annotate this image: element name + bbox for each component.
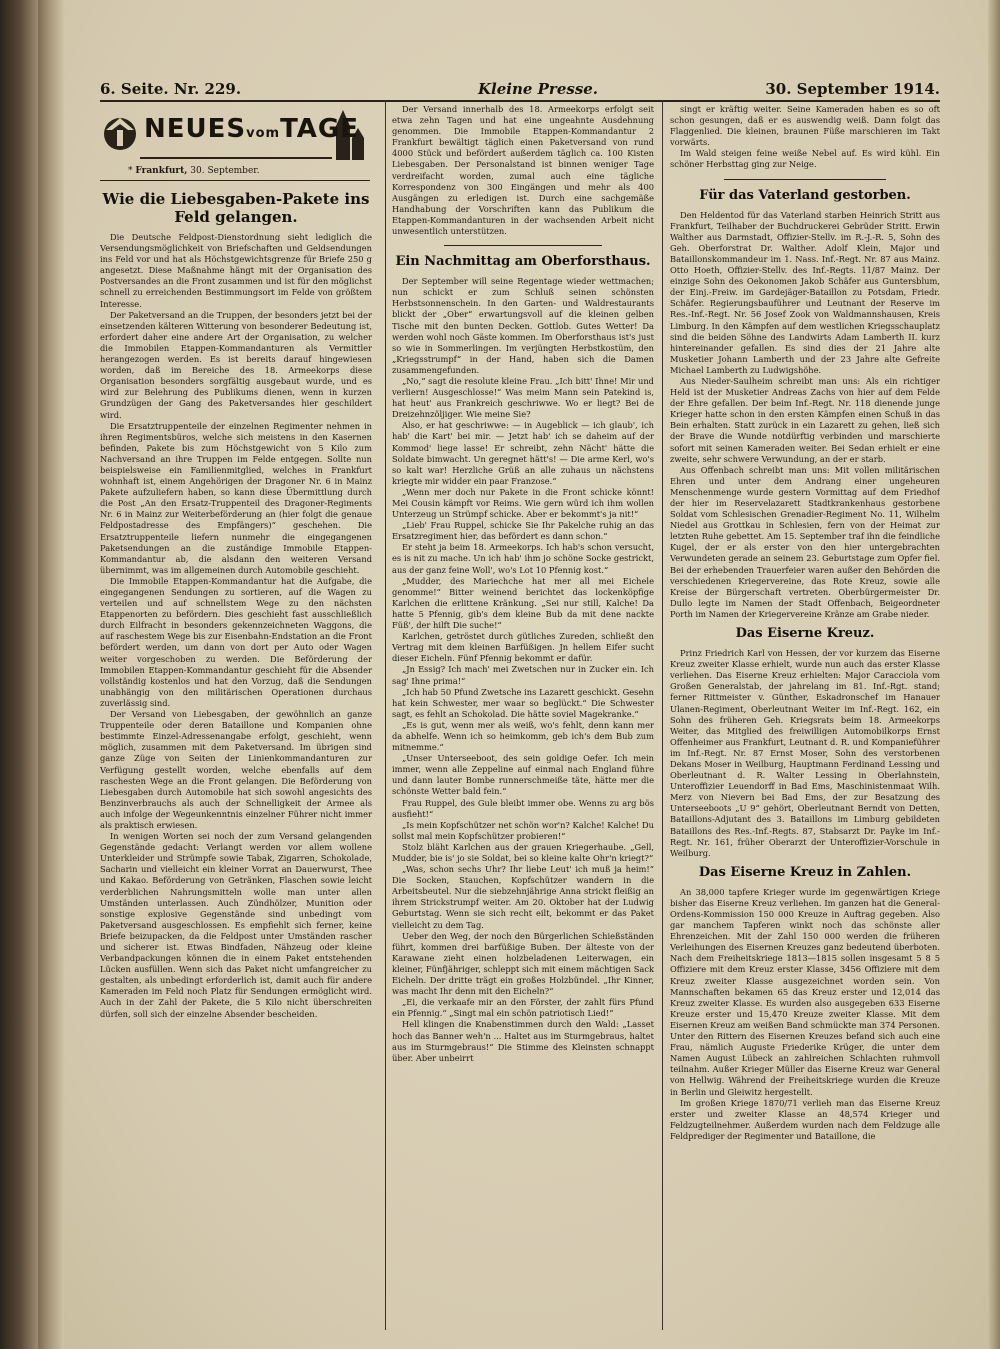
- masthead-word-vom: vom: [246, 126, 281, 141]
- column-1: [100, 184, 372, 1334]
- paragraph: Frau Ruppel, des Gule bleibt immer obe. Wenns zu arg bös ausfieht!“: [392, 797, 654, 819]
- paragraph: Stolz bläht Karlchen aus der grauen Kriegerhaube. „Gell, Mudder, bie is' jo sie Soldat, bei so kleine kalte Ohr'n kriegt?“: [392, 841, 654, 863]
- column-3: [670, 104, 940, 1330]
- masthead-rule: [100, 180, 370, 181]
- paragraph: „Mudder, des Mariechche hat mer all mei Eichele genomme!“ Bitter weinend berichtet das lockenköpfige Karlchen die erlittene Kränkung. „Sei nur still, Kalche! Da hatte 5 Pfennig, gib's dem kleine Bub da mit dene nackte Füß', der hilft Die suche!“: [392, 575, 654, 631]
- dateline-date: 30. September.: [190, 166, 260, 176]
- paragraph: Die Immobile Etappen-Kommandantur hat die Aufgabe, die eingegangenen Sendungen zu sortieren, auf die Wagen zu verteilen und auf schnellstem Wege zu den nächsten Etappenorten zu befördern. Dies geschieht fast ausschließlich durch Eilfracht in besonders gekennzeichneten Waggons, die auf raschestem Wege bis zur Eisenbahn-Endstation an die Front befördert werden, um dann von dort per Auto oder Wagen weiter vorgeschoben zu werden. Die Beförderung der Immobilen Etappen-Kommandantur geschieht für die Absender vollständig kostenlos und hat den Vorzug, daß die Sendungen unabhängig von den militärischen Operationen durchaus zuverlässig sind.: [100, 575, 372, 708]
- paragraph: „Ei, die verkaafe mir an den Förster, der zahlt fürs Pfund ein Pfennig.“ „Singt mal ein schön patriotisch Lied!“: [392, 997, 654, 1019]
- paragraph: Prinz Friedrich Karl von Hessen, der vor kurzem das Eiserne Kreuz zweiter Klasse erhielt, wurde nun auch das erster Klasse verliehen. Das Eiserne Kreuz erhielten: Major Caracciola vom Großen Generalstab, der jahrelang im 81. Inf.-Rgt. stand; ferner Rittmeister v. Günther, Eskadronschef im Hanauer Ulanen-Regiment, Oberleutnant Weiter im Inf.-Regt. 162, ein Sohn des früheren Geh. Kriegsrats beim 18. Armeekorps Weiter, das Mitglied des freiwilligen Automobilkorps Ernst Offenheimer aus Frankfurt, Leutnant d. R. und Kompanieführer im Inf.-Regt. Nr. 87 Ernst Moser, Sohn des verstorbenen Dekans Moser in Weilburg, Hauptmann Ferdinand Lessing und Oberleutnant d. R. Walter Lessing in Oberlahnstein, Unteroffizier Leuendorff in Bad Ems, Maschinistenmaat Wilh. Merz von Nievern bei Bad Ems, der zur Besatzung des Unterseeboots „U 9“ gehört, Oberleutnant Berndt von Detten, Bataillons-Adjutant des 3. Bataillons im Limburg gebildeten Bataillons des Res.-Inf.-Regts. 87, Stabsarzt Dr. Payke im Inf.-Regt. Nr. 161, früher Oberarzt der Unteroffizier-Vorschule in Weilburg.: [670, 648, 940, 858]
- article-headline-eiserne-kreuz: Das Eiserne Kreuz.: [735, 626, 875, 642]
- article-headline-kreuz-zahlen: Das Eiserne Kreuz in Zahlen.: [698, 864, 912, 880]
- paragraph: „Wenn mer doch nur Pakete in die Front schicke könnt! Mei Cousin kämpft vor Reims. Wie gern würd ich ihm wollen Unterzeug un Strümpf schicke. Aber er bekommt's ja nit!“: [392, 486, 654, 520]
- paragraph: „Lieb' Frau Ruppel, schicke Sie Ihr Pakelche ruhig an das Ersatzregiment hier, das befördert es dann schon.“: [392, 520, 654, 542]
- paragraph: Die Deutsche Feldpost-Dienstordnung sieht lediglich die Versendungsmöglichkeit von Briefschaften und Geldsendungen ins Feld vor und hat als Höchstgewichtsgrenze für Briefe 250 g angesetzt. Diese Maßnahme hängt mit der Organisation des Postversandes an die Front zusammen und ist für den möglichst schnell zu erreichenden Bestimmungsort im Felde von größtem Interesse.: [100, 232, 372, 309]
- neues-vom-tage-logo: [100, 108, 368, 164]
- paragraph: Der Versand innerhalb des 18. Armeekorps erfolgt seit etwa zehn Tagen und hat eine ungeahnte Ausdehnung genommen. Die Immobile Etappen-Kommandantur 2 Frankfurt bewältigt täglich einen Paketversand von rund 4000 Stück und befördert außerdem täglich ca. 100 Kisten Liebesgaben. Der Personalstand ist binnen weniger Tage verdreifacht worden, zumal auch eine tägliche Korrespondenz von 300 Eingängen und mehr als 400 Ausgängen zu erledigen ist. Durch eine sachgemäße Handhabung der Vorschriften kann das Publikum die Etappen-Kommandanturen in der wachsenden Arbeit nicht unwesentlich unterstützen.: [392, 104, 654, 237]
- paragraph: singt er kräftig weiter. Seine Kameraden haben es so oft schon gesungen, daß er es auswendig weiß. Dann folgt das Flaggenlied. Die kleinen, braunen Füße marschieren im Takt vorwärts.: [670, 104, 940, 148]
- issue-date: 30. September 1914.: [765, 80, 940, 98]
- masthead-title: [144, 114, 359, 144]
- paragraph: Er steht ja beim 18. Armeekorps. Ich hab's schon versucht, es is nit zu mache. Un ich hab' ihm jo schöne Socke gestrickt, aus der ganz feine Woll', wo's Lot 10 Pfennig kost.“: [392, 542, 654, 575]
- paragraph: Der Paketversand an die Truppen, der besonders jetzt bei der einsetzenden kälteren Witterung von besonderer Bedeutung ist, erfordert daher eine andere Art der Organisation, zu welcher die Immobilen Etappen-Kommandanturen als Vermittler herangezogen werden. Es ist bereits darauf hingewiesen worden, daß im Bereiche des 18. Armeekorps diese Organisation besonders sorgfältig ausgebaut wurde, und es wird zur Belehrung des Publikums dienen, wenn in kurzen Grundzügen der Gang des Paketversandes hier geschildert wird.: [100, 309, 372, 420]
- paragraph: Also, er hat geschriwwe: — in Augeblick — ich glaub', ich hab' die Kart' bei mir. — Jetzt hab' ich se daheim auf der Kommod' liege lasse! Er schreibt, zehn Nächt' hätte die Soldate bimwacht. Un geregnet hätt's! — Die arme Kerl, wo's so kalt war! Herzliche Grüß an alle zuhaus un nächstens kriegte mir widder ein paar Franzose.“: [392, 420, 654, 486]
- paragraph: Hell klingen die Knabenstimmen durch den Wald: „Lasset hoch das Banner weh'n ... Haltet aus im Sturmgebraus, haltet aus im Sturmgebraus!“ Die Stimme des Kleinsten schnappt über. Aber unbeirrt: [392, 1019, 654, 1063]
- article-headline-vaterland: Für das Vaterland gestorben.: [699, 187, 911, 203]
- masthead-word-tage: TAGE: [280, 114, 360, 144]
- page-spine-shadow: [38, 0, 64, 1349]
- section-separator: [724, 179, 886, 180]
- paragraph: Aus Nieder-Saulheim schreibt man uns: Als ein richtiger Held ist der Musketier Andreas Zachs von hier auf dem Felde der Ehre gefallen. Der beim Inf.-Regt. Nr. 118 dienende junge Krieger hatte schon in den ersten Kämpfen einen Schuß in das Bein erhalten. Statt zurück in ein Lazarett zu gehen, ließ sich der Brave die Wunde notdürftig verbinden und marschierte sofort mit seinen Kameraden weiter. Bei Sedan erhielt er eine zweite, sehr schwere Verwundung, an der er starb.: [670, 375, 940, 464]
- paragraph: „Is mein Kopfschützer net schön wor'n? Kalche! Kalche! Du sollst mal mein Kopfschützer probieren!“: [392, 819, 654, 841]
- page-number: 6. Seite. Nr. 229.: [100, 80, 242, 98]
- section-separator: [444, 245, 601, 246]
- article-headline-oberforsthaus: Ein Nachmittag am Oberforsthaus.: [395, 254, 651, 270]
- paragraph: „No,“ sagt die resolute kleine Frau. „Ich bitt' Ihne! Mir und verliern! Ausgeschlosse!“ Was meim Mann sein Patekind is, hat heut' aus Frankreich geschriwwe. Wo er liegt? Bei de Dreizehnzöljiger. Wie meine Sie?: [392, 375, 654, 420]
- paragraph: Der Versand von Liebesgaben, der gewöhnlich an ganze Truppenteile oder deren Bataillone und Kompanien ohne bestimmte Einzel-Adressenangabe erfolgt, geschieht, wenn möglich, zusammen mit dem Paketversand. Im übrigen sind ganze Züge von Seiten der Linienkommandanturen zur Verfügung gestellt worden, welche ebenfalls auf dem raschesten Wege an die Front gelangen. Die Beförderung von Liebesgaben durch Automobile hat sich sowohl angesichts des Benzinverbrauchs als auch der Schnelligkeit der Armee als auch infolge der Wegeunkenntnis einzelner Führer nicht immer als praktisch erwiesen.: [100, 709, 372, 830]
- column-divider-2: [662, 100, 663, 1330]
- dateline-place: Frankfurt,: [135, 166, 188, 176]
- page-header: [100, 80, 940, 100]
- paragraph: „Es is gut, wenn mer als weiß, wo's fehlt, denn kann mer da abhelfe. Wenn ich so heimkomm, geb ich's dem Bub zum mitnemme.“: [392, 719, 654, 753]
- column-2: [392, 104, 654, 1330]
- paragraph: Den Heldentod für das Vaterland starben Heinrich Stritt aus Frankfurt, Teilhaber der Buchdruckerei Gebrüder Stritt. Erwin Walther aus Darmstadt, Offizier-Stellv. im R.-J.-R. 5, Sohn des Geh. Oberforstrat Dr. Walther. Adolf Klein, Major und Bataillonskommandeur im 1. Nass. Inf.-Regt. Nr. 87 aus Mainz. Otto Hoeth, Offizier-Stellv. des Inf.-Regts. 11/87 Mainz. Der einzige Sohn des Oekonomen Jakob Schäfer aus Guntersblum, der Einj.-Freiw. im Gardejäger-Bataillon zu Potsdam, Friedr. Schäfer. Regierungsbauführer und Leutnant der Reserve im Res.-Inf.-Regt. Nr. 56 Josef Zook von Waldmannshausen, Kreis Limburg. In den Kämpfen auf dem westlichen Kriegsschauplatz sind die beiden Söhne des Landwirts Adam Lamberth II. kurz hintereinander gefallen. Es sind dies der 21 Jahre alte Musketier Johann Lamberth und der 23 Jahre alte Gefreite Michael Lamberth zu Ludwigshöhe.: [670, 209, 940, 375]
- article-headline-liebesgaben: Wie die Liebesgaben-Pakete ins Feld gelangen.: [102, 190, 370, 226]
- masthead-word-neues: NEUES: [144, 114, 247, 144]
- paragraph: In wenigen Worten sei noch der zum Versand gelangenden Gegenstände gedacht: Verlangt werden vor allem wollene Unterkleider und Strümpfe sowie Tabak, Zigarren, Schokolade, Sacharin und vielleicht ein kleiner Vorrat an Dauerwurst, Thee und Kakao. Beförderung von Getränken, Flaschen sowie leicht verderblichen Nahrungsmitteln wolle man unter allen Umständen unterlassen. Auch Zündhölzer, Munition oder sonstige explosive Gegenstände sind unbedingt vom Paketversand ausgeschlossen. Es empfiehlt sich ferner, keine Briefe beizupacken, da die Feldpost unter Umständen rascher und sicherer ist. Etwas Bindfaden, Nähzeug oder kleine Verbandpackungen können die in einem Paket entstehenden Lücken ausfüllen. Wenn sich das Paket nicht umfangreicher zu gestalten, als unbedingt erforderlich ist, damit auch für andere Kameraden im Feld noch Platz für Sendungen ermöglicht wird. Auch in der Zahl der Pakete, die 5 Kilo nicht überschreiten dürfen, soll sich der einzelne Absender bescheiden.: [100, 831, 372, 1019]
- paragraph: „Ich hab 50 Pfund Zwetsche ins Lazarett geschickt. Gesehn hat kein Schwester, mer waar so beglückt.“ Die Schwester sagt, es fehlt an Schokolad. Die hätte soviel Magekranke.“: [392, 686, 654, 719]
- paragraph: Im großen Kriege 1870/71 verlieh man das Eiserne Kreuz erster und zweiter Klasse an 48,574 Krieger und Feldzugteilnehmer. Außerdem wurden nach dem Feldzuge alle Feldprediger der Regimenter und Bataillone, die: [670, 1097, 940, 1141]
- paragraph: Karlchen, getröstet durch gütliches Zureden, schließt den Vertrag mit dem kleinen Barfüßigen. Jn hellem Eifer sucht dieser Eicheln. Fünf Pfennig bekommt er dafür.: [392, 631, 654, 664]
- paragraph: Ueber den Weg, der noch den Bürgerlichen Schießständen führt, kommen drei barfüßige Buben. Der älteste von der Karawane zieht einen holzbeladenen Leiterwagen, ein kleiner, Fünfjähriger, schleppt sich mit einem mächtigen Sack Eicheln. Der dritte trägt ein großes Holzbündel. „Ihr Kinner, was macht Ihr denn mit den Eicheln?“: [392, 930, 654, 997]
- page-right-edge: [988, 0, 1000, 1349]
- paragraph: An 38,000 tapfere Krieger wurde im gegenwärtigen Kriege bisher das Eiserne Kreuz verliehen. Im ganzen hat die General-Ordens-Kommission 150 000 Kreuze in Auftrag gegeben. Also gar manchem Tapferen winkt noch das schönste aller Ehrenzeichen. Mit der Zahl 150 000 werden die früheren Verleihungen des Eisernen Kreuzes ganz bedeutend überboten. Nach dem Freiheitskriege 1813—1815 sollen insgesamt 5 8 5 Offiziere mit dem Kreuz erster Klasse, 3456 Offiziere mit dem Kreuz zweiter Klasse ausgezeichnet worden sein. Von Mannschaften bekamen 65 das Kreuz erster und 12,014 das Kreuz zweiter Klasse. Es wurden also ausgegeben 633 Eiserne Kreuze erster und 15,470 Kreuze zweiter Klasse. Mit dem Eisernen Kreuz am weißen Band schmückte man 374 Personen. Unter den Rittern des Eisernen Kreuzes befand sich auch eine Frau, nämlich Auguste Friederike Krüger, die unter dem Namen August Lübeck an zahlreichen Schlachten ruhmvoll teilnahm. Außer Krieger Müller das Eiserne Kreuz war General von Hellwig. Während der Freiheitskriege wurden die Kreuze in Berlin und Gleiwitz hergestellt.: [670, 886, 940, 1097]
- newspaper-name: Kleine Presse.: [478, 80, 599, 98]
- paragraph: „Unser Unterseeboot, des sein goldige Oefer. Ich mein immer, wenn alle Zeppeline auf einmal nach England führe und dann lauter Bombe runnerschmeiße täte, hätte mer die schönste Wetter bald fein.“: [392, 753, 654, 797]
- paragraph: „Was, schon sechs Uhr? Ihr liebe Leut' ich muß ja heim!“ Die Socken, Stauchen, Kopfschützer wandern in die Arbeitsbeutel. Nur die siebzehnjährige Anna strickt fleißig an ihrem Strickstrumpf weiter. Am 20. Oktober hat der Ludwig Geburtstag. Wenn sie sich recht eilt, bekommt er das Paket vielleicht zu dem Tag.: [392, 864, 654, 930]
- paragraph: Der September will seine Regentage wieder wettmachen; nun schickt er zum Schluß seinen schönsten Herbstsonnenschein. In den Garten- und Waldrestaurants blickt der „Ober“ erwartungsvoll auf die kleinen gelben Tische mit den bunten Decken. Gottlob. Gutes Wetter! Da werden wohl noch Gäste kommen. Im Oberforsthaus ist's just so wie in Sommerlingen. Im verjüngten Herbstkostüm, den „Kriegsstrumpf“ in der Hand, haben sich die Damen zusammengefunden.: [392, 276, 654, 375]
- paragraph: Die Ersatztruppenteile der einzelnen Regimenter nehmen in ihren Regimentsbüros, welche sich meistens in den Kasernen befinden, Pakete bis zum Höchstgewicht von 5 Kilo zum Nachversand an ihre Truppen im Felde entgegen. Sollte nun beispielsweise ein Familienmitglied, welches in Frankfurt wohnhaft ist, einem Angehörigen der Dragoner Nr. 6 in Mainz Pakete aufzuliefern haben, so kann diese Übermittlung durch die Post „An den Ersatz-Truppenteil des Dragoner-Regiments Nr. 6 in Mainz zur Weiterbeförderung an (hier folgt die genaue Feldpostadresse des Empfängers)“ geschehen. Die Ersatztruppenteile liefern nunmehr die eingegangenen Paketsendungen an die zuständige Immobile Etappen-Kommandantur ab, die alsdann den weiteren Versand übernimmt, was im allgemeinen durch Automobile geschieht.: [100, 420, 372, 575]
- paragraph: „Jn Essig? Ich mach' mei Zwetschen nur in Zucker ein. Ich sag' Ihne prima!“: [392, 664, 654, 686]
- eagle-icon: [104, 118, 136, 150]
- paragraph: Aus Offenbach schreibt man uns: Mit vollen militärischen Ehren und unter dem Andrang einer ungeheuren Menschenmenge wurde gestern Vormittag auf dem Friedhof der hier im Reservelazarett Stadtkrankenhaus gestorbene Soldat vom Schlesischen Grenadier-Regiment No. 11, Wilhelm Niedel aus Grottkau in Schlesien, fern von der Heimat zur letzten Ruhe gebettet. Am 15. September traf ihn die feindliche Kugel, der er als erster von den hier untergebrachten Verwundeten gerade an seinem 23. Geburtstage zum Opfer fiel. Bei der erhebenden Trauerfeier waren außer den Behörden die verschiedenen Kriegervereine, das Rote Kreuz, sowie alle Kreise der Bürgerschaft vertreten. Oberbürgermeister Dr. Dullo legte im Namen der Stadt Offenbach, Beigeordneter Porth im Namen der Kriegervereine Kränze am Grabe nieder.: [670, 464, 940, 619]
- column-divider-1: [385, 100, 386, 1330]
- paragraph: Im Wald steigen feine weiße Nebel auf. Es wird kühl. Ein schöner Herbsttag ging zur Neige.: [670, 148, 940, 170]
- header-rule: [100, 100, 940, 102]
- dateline: * Frankfurt, 30. September.: [128, 166, 260, 176]
